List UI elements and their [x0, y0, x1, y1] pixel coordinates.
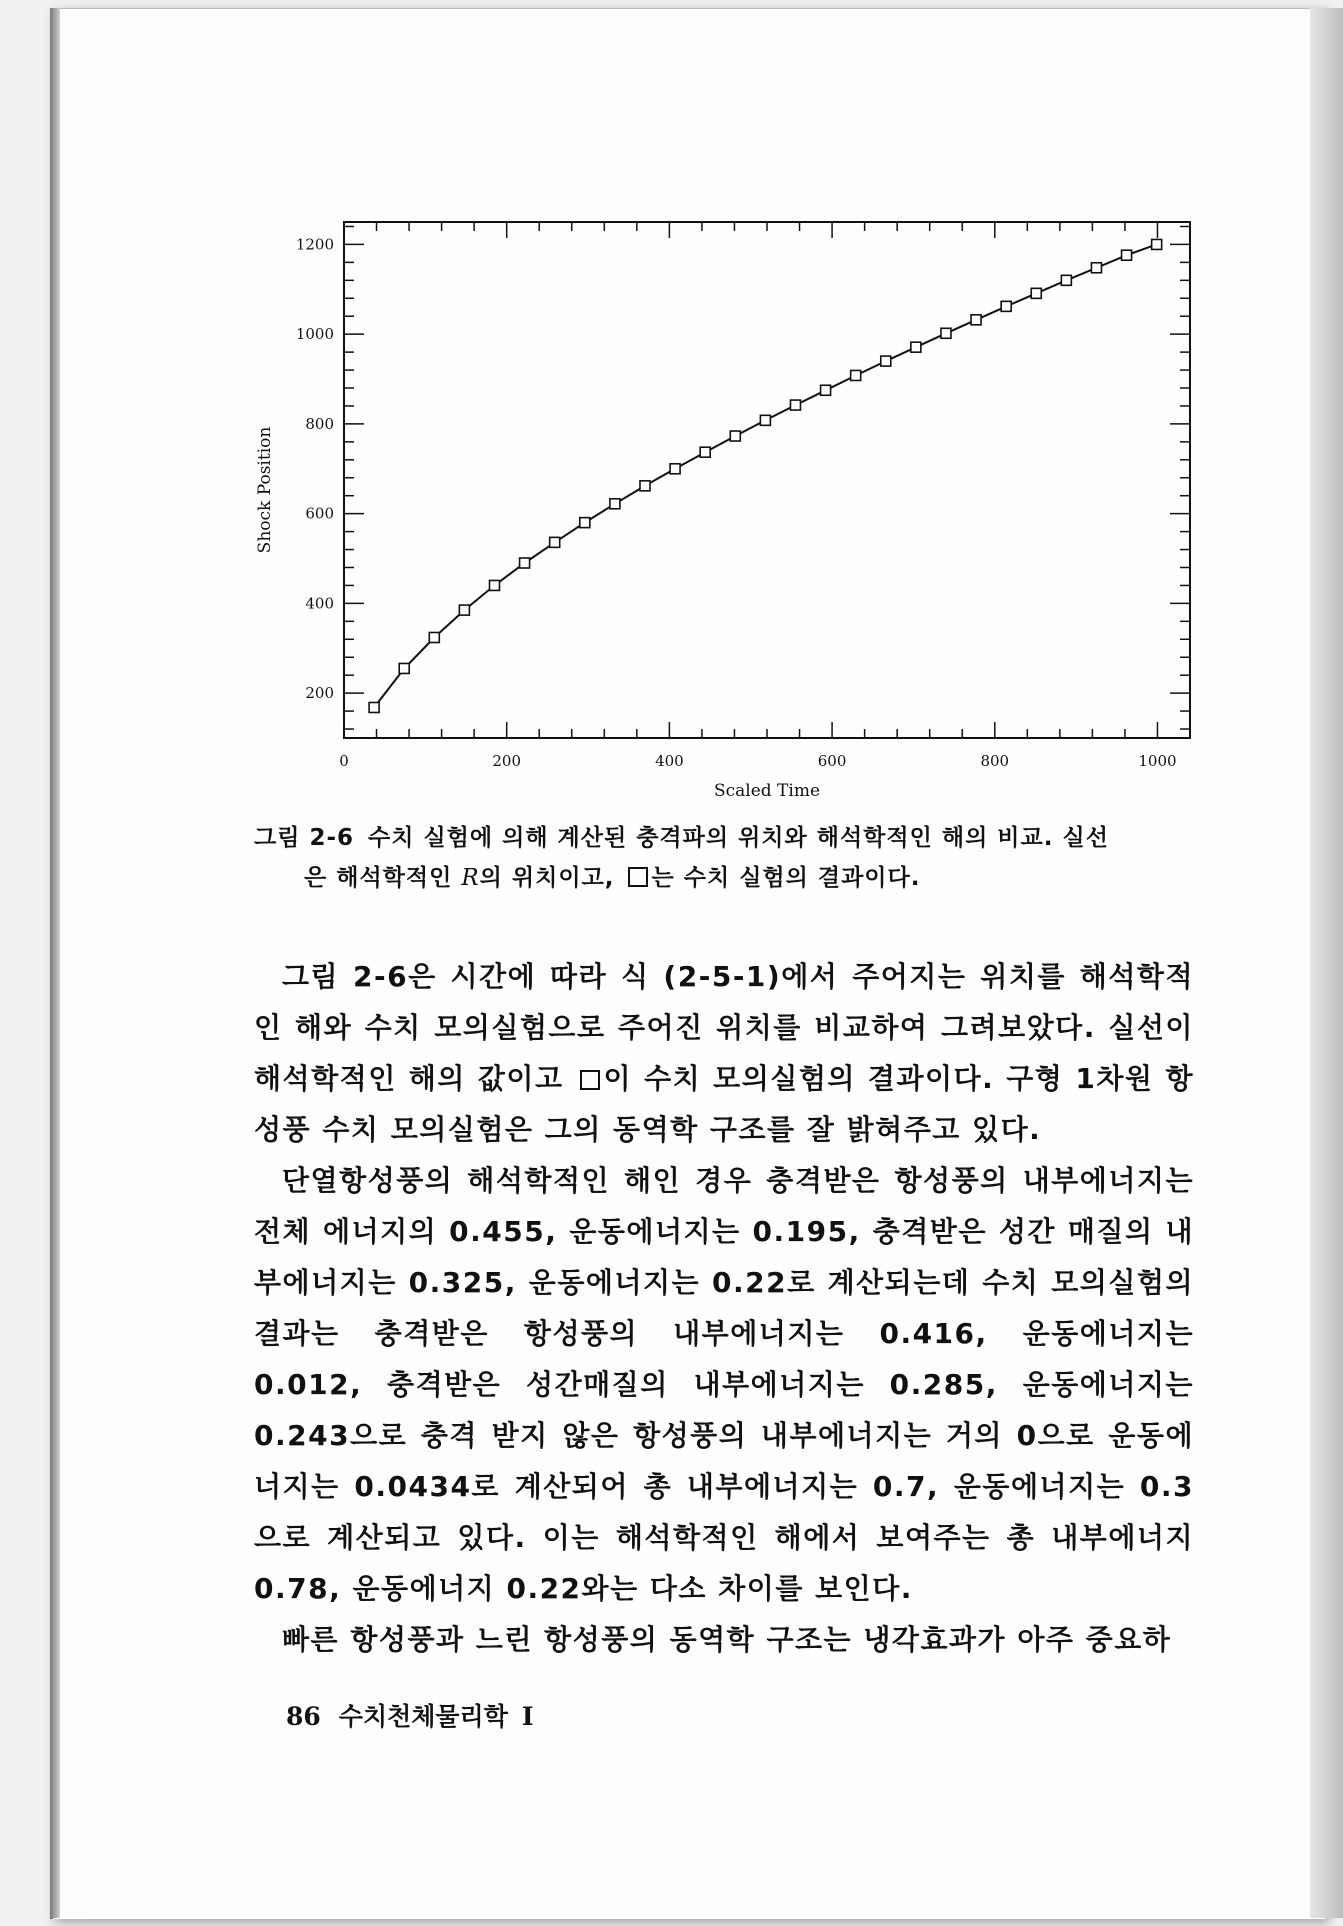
- y-tick-label: 400: [305, 594, 334, 613]
- data-point-square: [1061, 275, 1071, 285]
- x-tick-label: 800: [980, 752, 1010, 770]
- caption-text-c: 는 수치 실험의 결과이다.: [651, 865, 921, 891]
- y-tick-label: 1000: [295, 325, 334, 344]
- x-tick-labels: [339, 752, 1176, 770]
- data-point-square: [610, 499, 620, 509]
- y-axis-label: Shock Position: [255, 426, 275, 554]
- data-point-square: [369, 702, 379, 712]
- data-point-square: [881, 356, 891, 366]
- figure-number: 그림 2-6: [254, 825, 354, 851]
- y-tick-label: 600: [305, 504, 334, 523]
- page-footer: [286, 1697, 534, 1733]
- paragraph-2: 단열항성풍의 해석학적인 해인 경우 충격받은 항성풍의 내부에너지는 전체 에너지의 0.455, 운동에너지는 0.195, 충격받은 성간 매질의 내부에너지는 0.325, 운동에너지는 0.22로 계산되는데 수치 모의실험의 결과는 충격받은 항성풍의 내부에너지는 0.416, 운동에너지는 0.012, 충격받은 성간매질의 내부에너지는 0.285, 운동에너지는 0.243으로 충격 받지 않은 항성풍의 내부에너지는 거의 0으로 운동에너지는 0.0434로 계산되어 총 내부에너지는 0.7, 운동에너지는 0.3으로 계산되고 있다. 이는 해석학적인 해에서 보여주는 총 내부에너지 0.78, 운동에너지 0.22와는 다소 차이를 보인다.: [254, 1164, 1194, 1605]
- x-axis-label: Scaled Time: [713, 781, 821, 800]
- data-point-square: [700, 447, 710, 457]
- y-tick-label: 800: [305, 414, 334, 433]
- volume-number: I: [521, 1702, 534, 1731]
- square-marker-icon: [580, 1070, 600, 1090]
- data-point-square: [459, 605, 469, 615]
- data-point-square: [489, 580, 499, 590]
- axis-ticks: [344, 222, 1190, 738]
- data-point-square: [550, 537, 560, 547]
- figure-caption: [254, 818, 1194, 898]
- data-point-square: [730, 431, 740, 441]
- data-point-square: [670, 464, 680, 474]
- x-tick-label: 1000: [1138, 752, 1177, 770]
- data-point-square: [399, 663, 409, 673]
- data-point-square: [429, 632, 439, 642]
- page-number: 86: [286, 1702, 321, 1731]
- data-point-square: [971, 315, 981, 325]
- shock-position-line: [374, 244, 1157, 707]
- data-point-square: [941, 328, 951, 338]
- y-tick-label: 200: [305, 684, 334, 703]
- data-point-square: [760, 415, 770, 425]
- data-point-square: [580, 518, 590, 528]
- data-point-square: [520, 558, 530, 568]
- caption-line-2: [254, 858, 1194, 898]
- caption-text-a: 은 해석학적인: [304, 865, 453, 891]
- data-point-square: [1152, 239, 1162, 249]
- data-point-square: [790, 400, 800, 410]
- square-marker-icon: [628, 867, 648, 887]
- x-tick-label: 400: [655, 752, 684, 770]
- x-tick-label: 0: [339, 752, 349, 770]
- paragraph-3: 빠른 항성풍과 느린 항성풍의 동역학 구조는 냉각효과가 아주 중요하: [282, 1623, 1172, 1656]
- caption-symbol-r: R: [461, 865, 480, 891]
- data-point-square: [851, 370, 861, 380]
- data-markers: [369, 239, 1162, 712]
- caption-line-1: 수치 실험에 의해 계산된 충격파의 위치와 해석학적인 해의 비교. 실선: [368, 825, 1109, 851]
- book-title: 수치천체물리학: [338, 1702, 508, 1731]
- data-point-square: [1091, 263, 1101, 273]
- x-tick-label: 200: [492, 752, 522, 770]
- x-tick-label: 600: [817, 752, 847, 770]
- paragraph-1-part-b: 이 수치 모의실험의 결과이다. 구형 1차원 항성풍 수치 모의실험은 그의 동역학 구조를 잘 밝혀주고 있다.: [254, 1062, 1194, 1146]
- data-point-square: [911, 342, 921, 352]
- body-text: [254, 951, 1194, 1665]
- data-point-square: [1031, 288, 1041, 298]
- plot-frame: [344, 222, 1190, 738]
- data-point-square: [640, 481, 650, 491]
- caption-text-b: 의 위치이고,: [479, 865, 615, 891]
- data-point-square: [1001, 301, 1011, 311]
- data-point-square: [1122, 250, 1132, 260]
- data-point-square: [821, 385, 831, 395]
- shock-position-chart: [0, 0, 1343, 800]
- paragraph-1-part-a: 그림 2-6은 시간에 따라 식 (2-5-1)에서 주어지는 위치를 해석학적인 해와 수치 모의실험으로 주어진 위치를 비교하여 그려보았다. 실선이 해석학적인 해의 값이고: [254, 960, 1194, 1095]
- y-tick-label: 1200: [295, 235, 334, 254]
- y-tick-labels: [296, 235, 334, 702]
- paragraph-1: [254, 951, 1194, 1155]
